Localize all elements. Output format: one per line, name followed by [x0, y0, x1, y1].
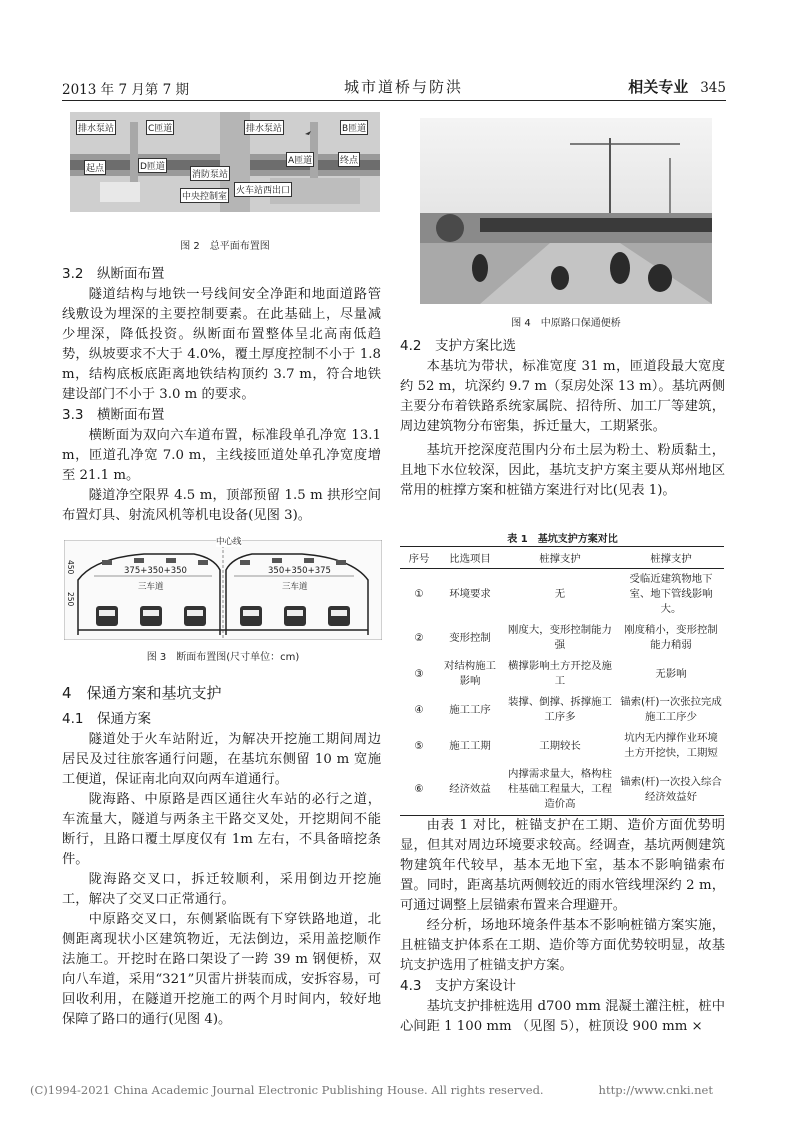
section-and-page [628, 76, 726, 97]
table-cell: 装撑、倒撑、拆撑施工工序多 [508, 696, 612, 723]
left-column [62, 264, 381, 526]
plan-label: C匝道 [146, 120, 174, 135]
table-cell: 经济效益 [438, 764, 502, 816]
table-cell: 刚度大，变形控制能力强 [508, 624, 612, 651]
plan-label: 排水泵站 [76, 120, 116, 135]
paragraph: 陇海路交叉口，拆迁较顺利，采用倒边开挖施工，解决了交叉口正常通行。 [62, 872, 381, 907]
table-cell: 刚度稍小，变形控制能力稍弱 [624, 624, 718, 651]
paragraph: 隧道处于火车站附近，为解决开挖施工期间周边居民及过往旅客通行问题，在基坑东侧留 10 m 宽施工便道，保证南北向双向两车道通行。 [62, 732, 381, 787]
table-cell: 内撑需求量大，格构柱柱基础工程量大，工程造价高 [502, 764, 618, 816]
table-cell: 坑内无内撑作业环境土方开挖快，工期短 [624, 732, 718, 759]
figure-3-cross-section [64, 537, 382, 640]
table-cell: ③ [414, 667, 424, 680]
dimension-label: 375+350+350 [124, 566, 187, 576]
plan-label: 排水泵站 [244, 120, 284, 135]
table-cell: ① [414, 588, 424, 600]
plan-label: D匝道 [138, 158, 167, 173]
plan-label: 起点 [84, 160, 106, 175]
table-header-cell: 桩撑支护 [502, 547, 618, 569]
figure-3-caption: 图 3 断面布置图(尺寸单位：cm) [146, 652, 300, 663]
plan-label: 火车站西出口 [234, 182, 292, 197]
table-cell: ⑤ [414, 739, 424, 752]
table-cell: 环境要求 [449, 588, 491, 600]
dimension-label: 250 [66, 592, 75, 607]
paragraph: 经分析，场地环境条件基本不影响桩锚方案实施，且桩锚支护体系在工期、造价等方面优势较明显，故基坑支护选用了桩锚支护方案。 [400, 918, 725, 973]
section-4-2-title: 4.2 支护方案比选 [400, 338, 516, 354]
table-row [400, 620, 724, 656]
footer-url: http://www.cnki.net [598, 1083, 713, 1097]
table-header-cell: 序号 [400, 547, 438, 569]
bridge-photo-drawing [420, 118, 712, 304]
section-name: 相关专业 [628, 78, 689, 96]
table-cell: 变形控制 [449, 631, 491, 644]
figure-2-plan-map [70, 112, 380, 212]
plan-label: 消防泵站 [190, 166, 230, 181]
paragraph: 横断面为双向六车道布置，标准段单孔净宽 13.1 m，匝道孔净宽 7.0 m，主线接匝道处单孔净宽度增至 21.1 m。 [62, 428, 381, 483]
table-cell: ② [414, 631, 424, 644]
cross-section-drawing [64, 540, 382, 640]
table-cell: 对结构施工影响 [444, 660, 496, 687]
paragraph: 基坑支护排桩选用 d700 mm 混凝土灌注桩，桩中心间距 1 100 mm （见图 5），桩顶设 900 mm × [400, 999, 725, 1034]
issue-date: 2013 年 7 月第 7 期 [62, 82, 189, 98]
table-row [400, 692, 724, 728]
table-cell: 锚索(杆)一次投入综合经济效益好 [618, 764, 724, 816]
section-4-title: 4 保通方案和基坑支护 [62, 684, 222, 702]
plan-label: B匝道 [340, 120, 368, 135]
table-cell: 施工工序 [449, 703, 491, 716]
comparison-table [400, 546, 724, 816]
table-1-title: 表 1 基坑支护方案对比 [507, 534, 618, 545]
right-column-lower [400, 816, 725, 1037]
paragraph: 由表 1 对比，桩锚支护在工期、造价方面优势明显，但其对周边环境要求较高。经调查，基坑两侧建筑物建筑年代较早，基本无地下室，基本不影响锚索布置。同时，距离基坑两侧较近的雨水管线埋深约 2 m，可通过调整上层锚索布置来合理避开。 [400, 818, 725, 913]
paragraph: 陇海路、中原路是西区通往火车站的必行之道，车流量大，隧道与两条主干路交叉处，开挖期间不能断行，且路口覆土厚度仅有 1m 左右，不具备暗挖条件。 [62, 792, 381, 867]
left-column-lower [62, 681, 381, 1030]
table-1 [400, 546, 724, 816]
dimension-label: 350+350+375 [268, 566, 331, 576]
page-number: 345 [700, 80, 726, 96]
header-rule [62, 100, 726, 101]
paragraph: 隧道结构与地铁一号线间安全净距和地面道路管线敷设为埋深的主要控制要素。在此基础上，尽量减少埋深，降低投资。纵断面布置整体呈北高南低趋势，纵坡要求不大于 4.0%，覆土厚度控制不小于 1.8 m，结构底板底距离地铁结构顶约 3.7 m，符合地铁建设部门不小于 3.0 m 的要求。 [62, 287, 381, 402]
page-footer [30, 1083, 763, 1097]
table-header-cell: 比选项目 [438, 547, 502, 569]
plan-label: A匝道 [286, 152, 314, 167]
figure-4-photo [420, 118, 712, 304]
figure-2-caption: 图 2 总平面布置图 [180, 241, 270, 252]
table-cell: 施工工期 [449, 739, 491, 752]
copyright-text: (C)1994-2021 China Academic Journal Electronic Publishing House. All rights reserved. [30, 1083, 544, 1097]
journal-title: 城市道桥与防洪 [344, 78, 464, 96]
table-cell: ⑥ [400, 764, 438, 816]
table-cell: 受临近建筑物地下室、地下管线影响大。 [629, 573, 713, 615]
dimension-label: 450 [66, 560, 75, 575]
right-column [400, 336, 725, 501]
section-3-3-title: 3.3 横断面布置 [62, 407, 165, 423]
figure-4-caption: 图 4 中原路口保通便桥 [511, 318, 621, 329]
table-cell: 无影响 [655, 667, 687, 680]
section-4-1-title: 4.1 保通方案 [62, 711, 151, 727]
table-cell: ④ [414, 703, 424, 716]
table-row [400, 569, 724, 621]
running-header [62, 76, 726, 100]
paragraph: 隧道净空限界 4.5 m，顶部预留 1.5 m 拱形空间布置灯具、射流风机等机电设备(见图 3)。 [62, 488, 381, 523]
table-cell: 无 [554, 588, 566, 600]
lane-label: 三车道 [138, 582, 164, 592]
table-cell: 锚索(杆)一次张拉完成施工工序少 [620, 696, 722, 723]
paragraph: 基坑开挖深度范围内分布土层为粉土、粉质黏土，且地下水位较深，因此，基坑支护方案主要从郑州地区常用的桩撑方案和桩锚方案进行对比(见表 1)。 [400, 443, 725, 498]
centerline-label: 中心线 [216, 537, 242, 547]
table-header-row [400, 547, 724, 569]
table-cell: 横撑影响土方开挖及施工 [508, 660, 612, 687]
paragraph: 本基坑为带状，标准宽度 31 m，匝道段最大宽度约 52 m，坑深约 9.7 m（泵房处深 13 m）。基坑两侧主要分布着铁路系统家属院、招待所、加工厂等建筑，周边建筑物分布密集，拆迁量大，工期紧张。 [400, 359, 725, 434]
lane-label: 三车道 [282, 582, 308, 592]
table-row [400, 764, 724, 816]
plan-label: 终点 [338, 152, 360, 167]
table-row [400, 656, 724, 692]
table-header-cell: 桩撑支护 [618, 547, 724, 569]
table-row [400, 728, 724, 764]
paragraph: 中原路交叉口，东侧紧临既有下穿铁路地道，北侧距离现状小区建筑物近，无法倒边，采用盖挖顺作法施工。开挖时在路口架设了一跨 39 m 钢便桥，双向八车道，采用“321”贝雷片拼装而成，安拆容易，可回收利用，在隧道开挖施工的两个月时间内，较好地保障了路口的通行(见图 4)。 [62, 912, 381, 1027]
section-4-3-title: 4.3 支护方案设计 [400, 978, 516, 994]
plan-label: 中央控制室 [180, 188, 229, 203]
section-3-2-title: 3.2 纵断面布置 [62, 266, 165, 282]
table-cell: 工期较长 [539, 739, 581, 752]
